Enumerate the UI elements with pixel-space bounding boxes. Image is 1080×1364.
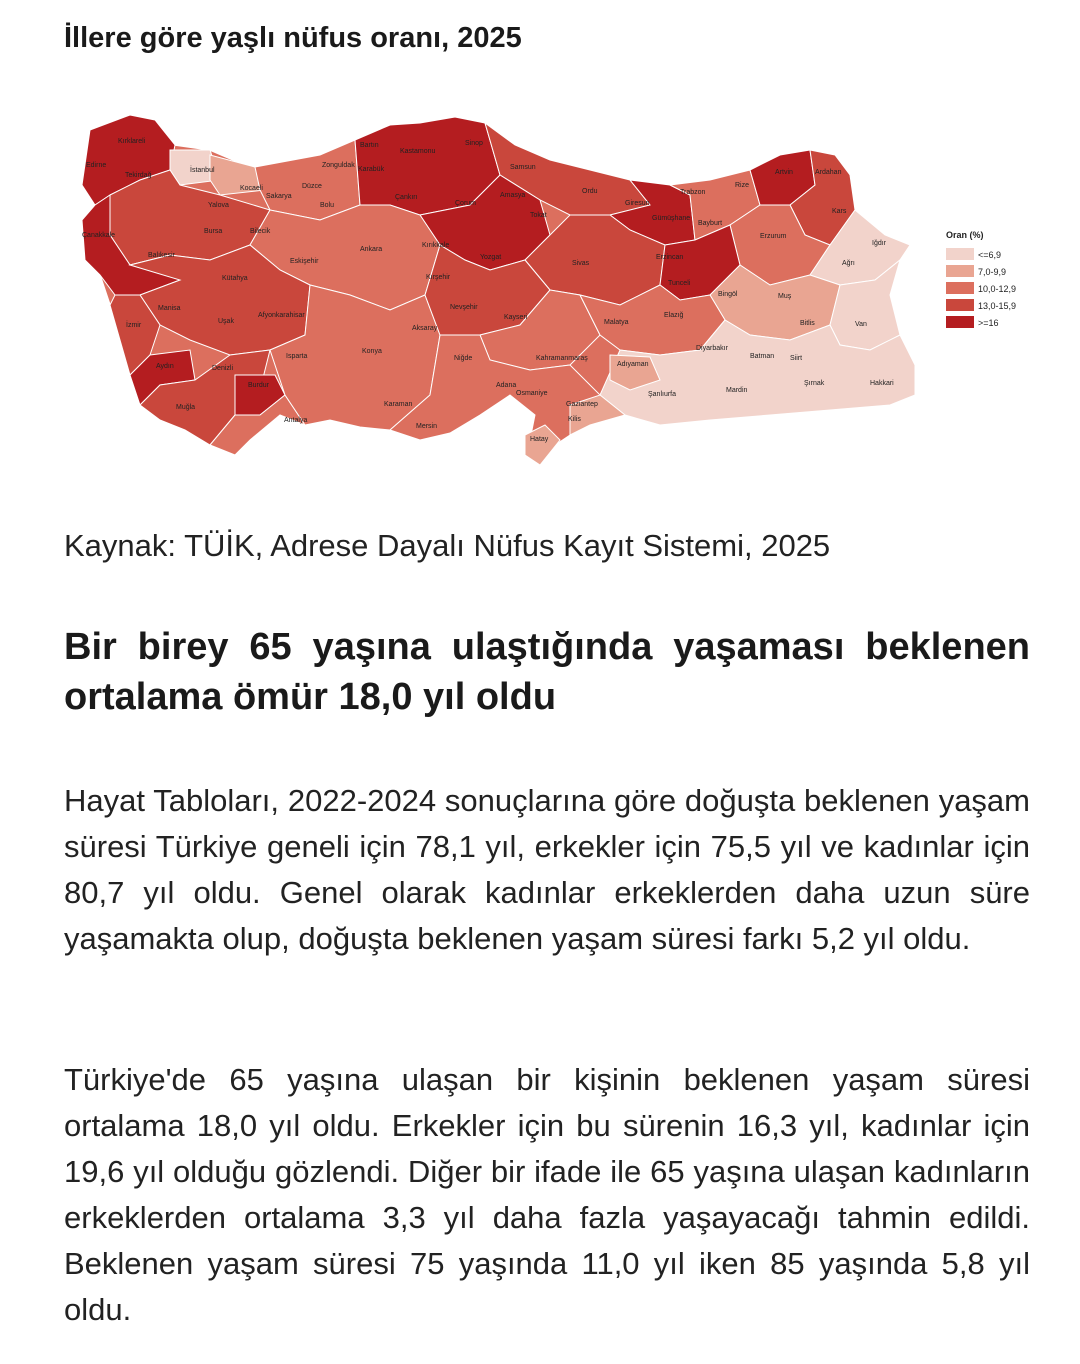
province-label: Bartın (360, 142, 379, 149)
map-title: İllere göre yaşlı nüfus oranı, 2025 (64, 22, 522, 54)
province-label: Van (855, 321, 867, 328)
province-label: Edirne (86, 162, 107, 169)
province-label: Sivas (572, 260, 590, 267)
province-label: Samsun (510, 164, 536, 171)
province-label: Kahramanmaraş (536, 355, 588, 362)
province-label: Tokat (530, 212, 547, 219)
province-label: Kırklareli (118, 138, 146, 145)
province-label: Bitlis (800, 320, 815, 327)
province-label: Kırıkkale (422, 242, 450, 249)
province-label: Çorum (455, 200, 477, 207)
legend-swatch (946, 282, 974, 294)
province-label: Karabük (358, 166, 385, 173)
paragraph: Hayat Tabloları, 2022-2024 sonuçlarına göre doğuşta beklenen yaşam süresi Türkiye geneli için 78,1 yıl, erkekler için 75,5 yıl ve kadınlar için 80,7 yıl oldu. Genel olarak kadınlar erkeklerden daha uzun süre yaşamakta olup, doğuşta beklenen yaşam süresi farkı 5,2 yıl oldu. (64, 783, 1030, 956)
province-label: Karaman (384, 401, 413, 408)
province-label: Mersin (416, 423, 438, 430)
province-label: Eskişehir (290, 258, 319, 265)
province-label: Çanakkale (82, 232, 116, 239)
province-label: Mardin (726, 387, 748, 394)
province-label: Erzincan (656, 254, 684, 261)
legend-swatch (946, 265, 974, 277)
province-label: Kayseri (504, 314, 528, 321)
province-label: Gaziantep (566, 401, 598, 408)
province-label: Şırnak (804, 380, 825, 387)
province-label: Düzce (302, 183, 322, 190)
province-label: Bolu (320, 202, 335, 209)
article-headline: Bir birey 65 yaşına ulaştığında yaşaması beklenen ortalama ömür 18,0 yıl oldu (64, 626, 1030, 718)
province-label: Balıkesir (148, 252, 175, 259)
province-label: Kars (832, 208, 847, 215)
legend-label: <=6,9 (978, 250, 1002, 260)
legend-label: 13,0-15,9 (978, 301, 1017, 311)
province-label: Rize (735, 182, 750, 189)
province-label: Isparta (286, 353, 308, 360)
paragraph: Türkiye'de 65 yaşına ulaşan bir kişinin beklenen yaşam süresi ortalama 18,0 yıl oldu. Erkekler için bu sürenin 16,3 yıl, kadınlar için 19,6 yıl olduğu gözlendi. Diğer bir ifade ile 65 yaşına ulaşan kadınların erkeklerden ortalama 3,3 yıl daha fazla yaşayacağı tahmin edildi. Beklenen yaşam süresi 75 yaşında 11,0 yıl iken 85 yaşında 5,8 yıl oldu. (64, 1062, 1030, 1327)
province-label: Diyarbakır (696, 345, 728, 352)
province-label: Hatay (530, 436, 549, 443)
province-label: Kastamonu (400, 148, 436, 155)
province-label: Nevşehir (450, 304, 478, 311)
province-label: Muğla (176, 404, 196, 411)
province-label: Yalova (208, 202, 229, 209)
turkey-choropleth-map (70, 95, 1017, 490)
province-label: Ağrı (842, 260, 855, 267)
province-label: Kilis (568, 416, 581, 423)
legend-swatch (946, 299, 974, 311)
province-label: Denizli (212, 365, 234, 372)
province-label: Sakarya (266, 193, 292, 200)
province-label: Gümüşhane (652, 215, 691, 222)
province-label: Adıyaman (617, 361, 649, 368)
province-label: Yozgat (480, 254, 502, 261)
province-label: Manisa (158, 305, 181, 312)
province-label: İstanbul (190, 167, 215, 174)
region-sakarya-duzce-bolu (255, 140, 360, 220)
province-label: Artvin (775, 169, 793, 176)
province-label: Zonguldak (322, 162, 355, 169)
province-label: Bilecik (250, 228, 271, 235)
province-label: Tekirdağ (125, 172, 152, 179)
legend-swatch (946, 248, 974, 260)
legend-label: 7,0-9,9 (978, 267, 1007, 277)
province-label: Bingöl (718, 291, 738, 298)
province-label: Malatya (604, 319, 629, 326)
province-label: Elazığ (664, 312, 684, 319)
province-label: Afyonkarahisar (258, 312, 305, 319)
province-label: Amasya (500, 192, 526, 199)
province-label: Konya (362, 348, 382, 355)
province-label: Adana (496, 382, 517, 389)
province-label: Antalya (284, 417, 308, 424)
legend-label: >=16 (978, 318, 999, 328)
province-label: Uşak (218, 318, 234, 325)
legend-title: Oran (%) (946, 230, 984, 240)
province-label: Çankırı (395, 194, 418, 201)
province-label: Bayburt (698, 220, 723, 227)
province-label: İzmir (126, 322, 142, 329)
province-label: Ardahan (815, 169, 842, 176)
province-label: Trabzon (680, 189, 706, 196)
province-label: Ordu (582, 188, 598, 195)
province-label: Burdur (248, 382, 270, 389)
source-note: Kaynak: TÜİK, Adrese Dayalı Nüfus Kayıt Sistemi, 2025 (64, 528, 831, 563)
province-label: Erzurum (760, 233, 787, 240)
legend-label: 10,0-12,9 (978, 284, 1017, 294)
legend-swatch (946, 316, 974, 328)
province-label: Siirt (790, 355, 803, 362)
map-legend (946, 230, 1016, 328)
province-label: Batman (750, 353, 775, 360)
province-label: Giresun (625, 200, 650, 207)
province-label: Aksaray (412, 325, 438, 332)
province-label: Şanlıurfa (648, 391, 677, 398)
province-label: Muş (778, 293, 792, 300)
province-label: Bursa (204, 228, 223, 235)
province-label: Niğde (454, 355, 473, 362)
province-label: Kocaeli (240, 185, 263, 192)
province-label: Kütahya (222, 275, 248, 282)
province-label: Kırşehir (426, 274, 451, 281)
province-label: Osmaniye (516, 390, 548, 397)
province-label: Sinop (465, 140, 483, 147)
province-label: Tunceli (668, 280, 691, 287)
province-label: Iğdır (872, 240, 887, 247)
province-label: Hakkari (870, 380, 894, 387)
province-label: Aydın (156, 363, 174, 370)
province-label: Ankara (360, 246, 383, 253)
